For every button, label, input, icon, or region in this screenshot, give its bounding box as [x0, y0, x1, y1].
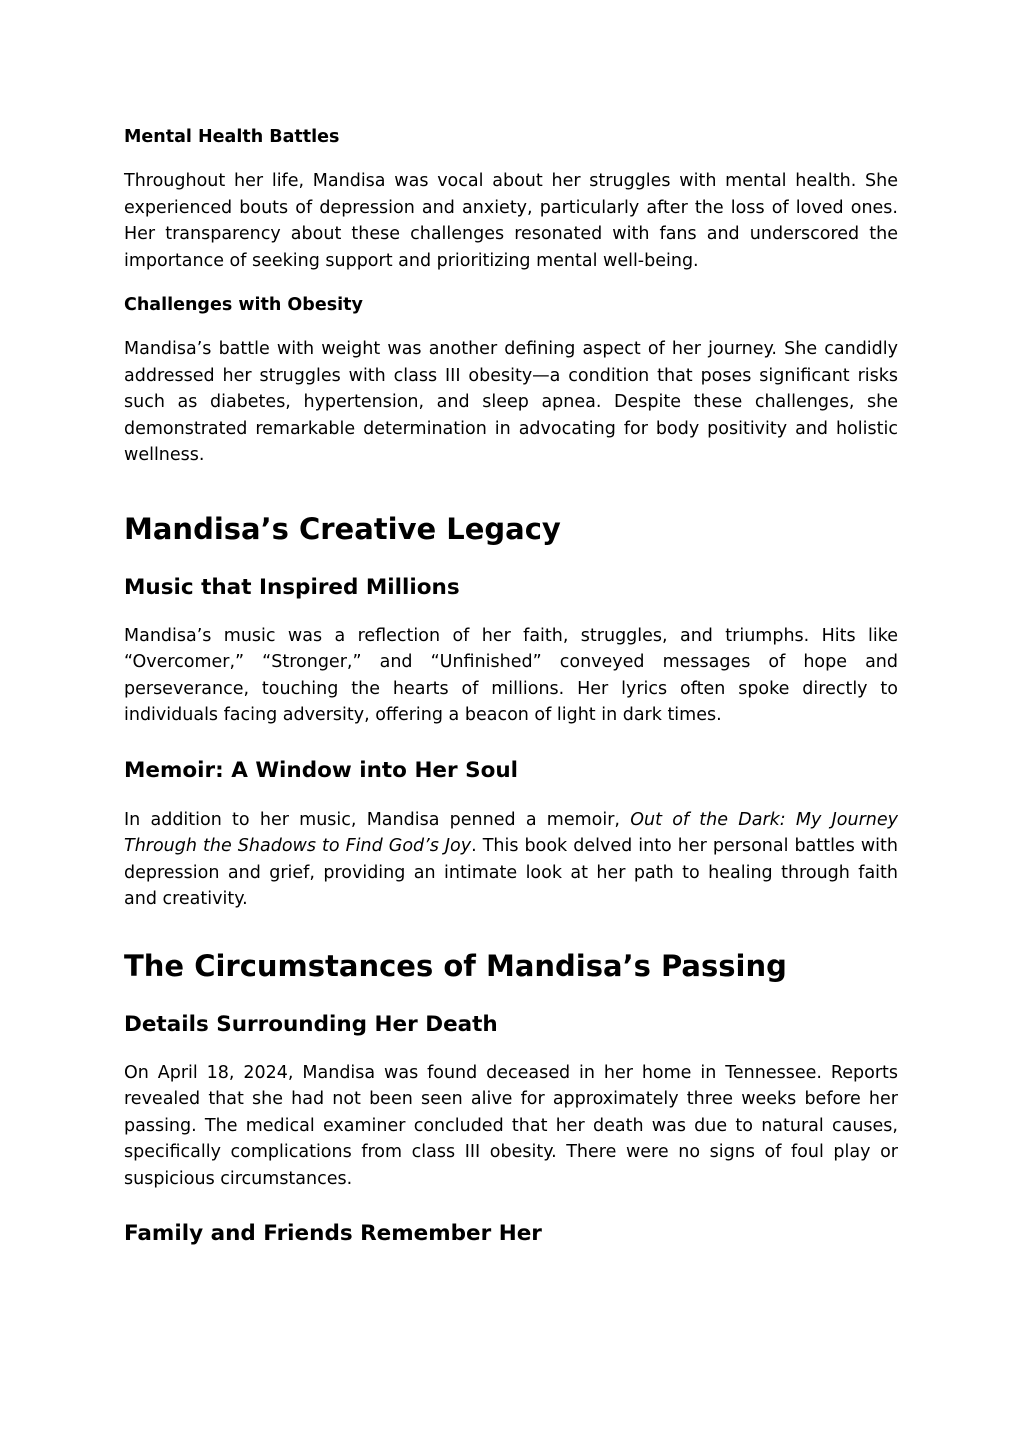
mental-health-heading: Mental Health Battles [124, 127, 340, 147]
memoir-text-before: In addition to her music, Mandisa penned a memoir, [124, 809, 631, 830]
music-paragraph: Mandisa’s music was a reflection of her faith, struggles, and triumphs. Hits like “Overcomer,” “Stronger,” and “Unfinished” conveyed messages of hope and perseverance, touching the hearts of millions. Her lyrics often spoke directly to individuals facing adversity, offering a beacon of light in dark times. [124, 625, 898, 725]
document-page [124, 124, 898, 1249]
obesity-paragraph: Mandisa’s battle with weight was another defining aspect of her journey. She candidly addressed her struggles with class III obesity—a condition that poses significant risks such as diabetes, hypertension, and sleep apnea. Despite these challenges, she demonstrated remarkable determination in advocating for body positivity and holistic wellness. [124, 339, 898, 465]
mental-health-paragraph: Throughout her life, Mandisa was vocal about her struggles with mental health. She experienced bouts of depression and anxiety, particularly after the loss of loved ones. Her transparency about these challenges resonated with fans and underscored the importance of seeking support and prioritizing mental well-being. [124, 171, 898, 271]
obesity-heading: Challenges with Obesity [124, 295, 363, 315]
details-paragraph: On April 18, 2024, Mandisa was found deceased in her home in Tennessee. Reports revealed that she had not been seen alive for approximately three weeks before her passing. The medical examiner concluded that her death was due to natural causes, specifically complications from class III obesity. There were no signs of foul play or suspicious circumstances. [124, 1062, 898, 1189]
memoir-paragraph [124, 807, 898, 913]
remember-heading: Family and Friends Remember Her [124, 1221, 542, 1246]
memoir-heading: Memoir: A Window into Her Soul [124, 757, 519, 783]
music-heading: Music that Inspired Millions [124, 574, 460, 600]
memoir-text-after: . This book delved into her personal battles with depression and grief, providing an intimate look at her path to healing through faith and creativity. [124, 836, 898, 909]
memoir-book-title: Out of the Dark: My Journey Through the Shadows to Find God’s Joy [124, 809, 898, 856]
passing-heading: The Circumstances of Mandisa’s Passing [124, 948, 787, 983]
details-heading: Details Surrounding Her Death [124, 1011, 498, 1037]
creative-legacy-heading: Mandisa’s Creative Legacy [124, 511, 561, 546]
